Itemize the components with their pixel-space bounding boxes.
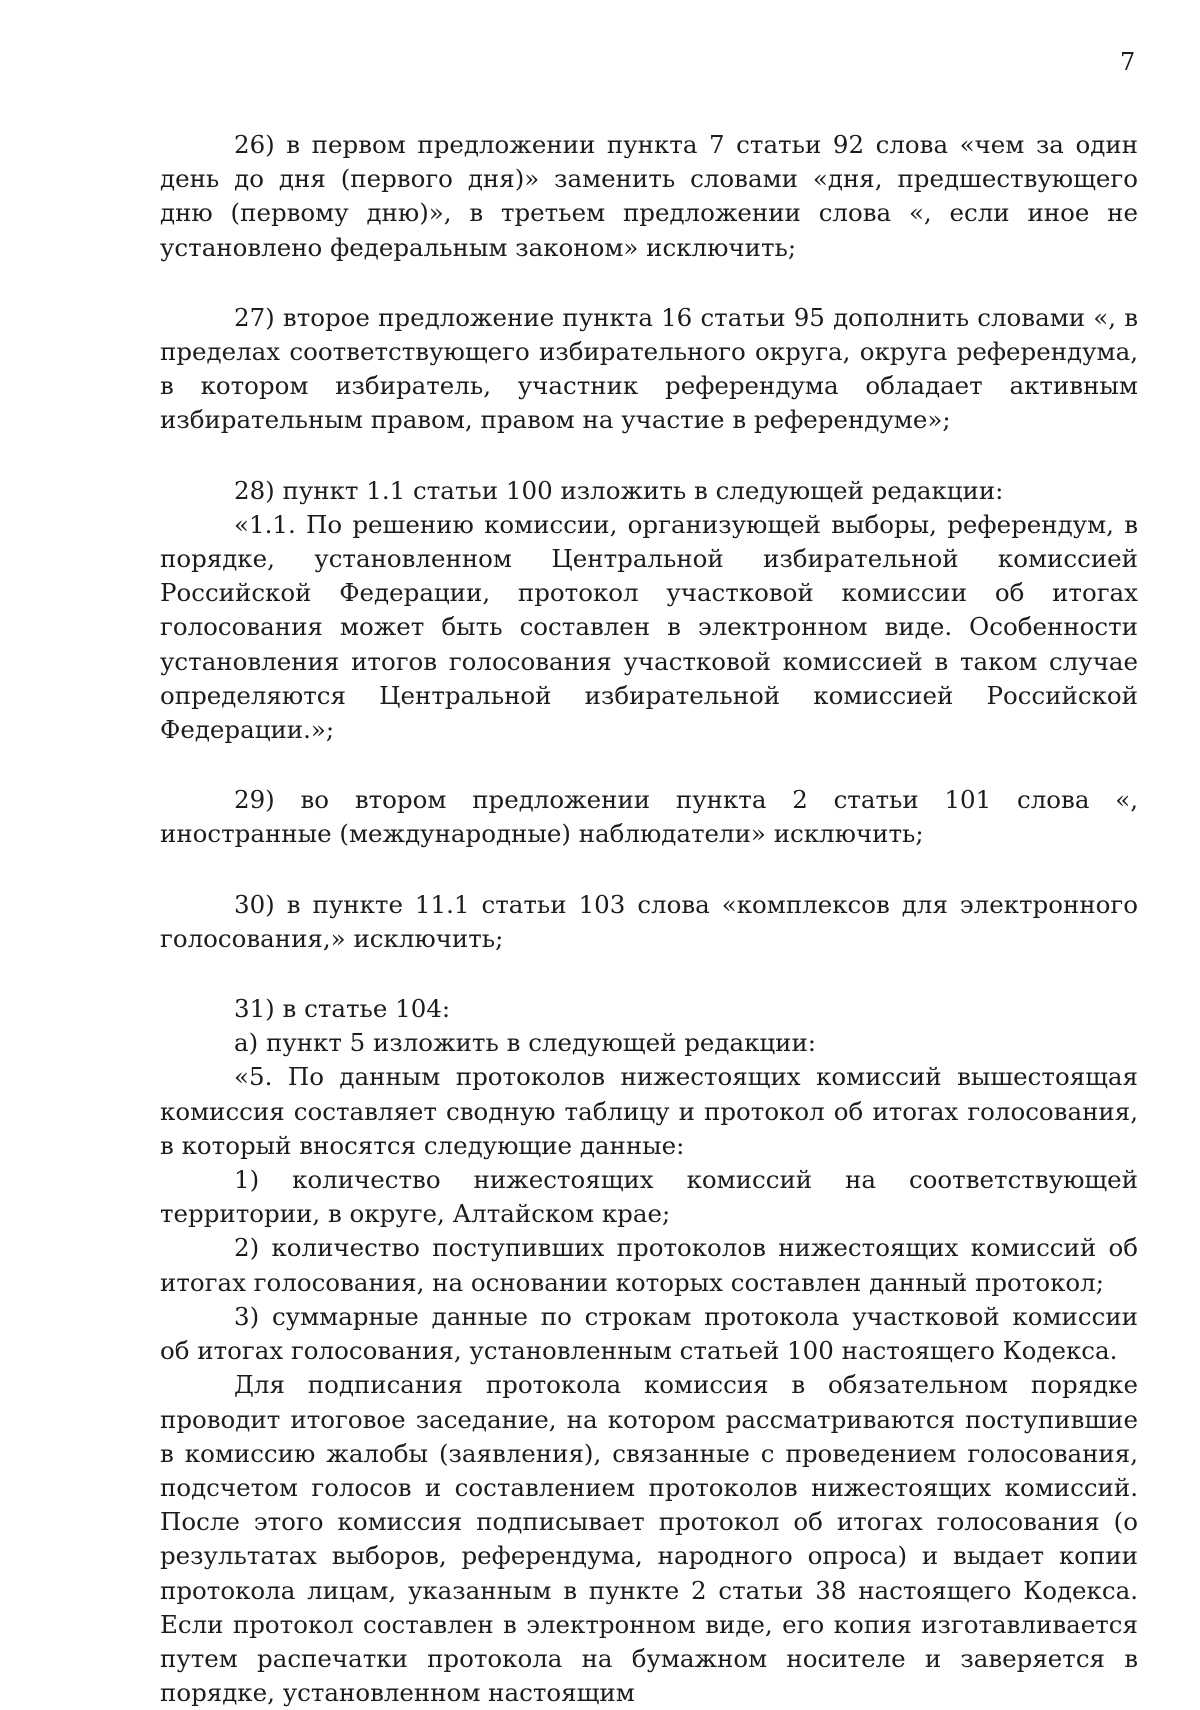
paragraph-item-29: 29) во втором предложении пункта 2 статьи 101 слова «, иностранные (международные) наблюдатели» исключить; (160, 785, 1138, 849)
paragraph-item-26: 26) в первом предложении пункта 7 статьи 92 слова «чем за один день до дня (первого дня)» заменить словами «дня, предшествующего дню (первому дню)», в третьем предложении слова «, если иное не установлено федеральным законом» исключить; (160, 130, 1138, 262)
document-body (160, 128, 1138, 1710)
paragraph-item-31-sub-a: а) пункт 5 изложить в следующей редакции: (234, 1028, 817, 1058)
paragraph-item-31-quote: «5. По данным протоколов нижестоящих комиссий вышестоящая комиссия составляет сводную таблицу и протокол об итогах голосования, в который вносятся следующие данные: (160, 1062, 1138, 1160)
list-item-2: 2) количество поступивших протоколов нижестоящих комиссий об итогах голосования, на основании которых составлен данный протокол; (160, 1233, 1138, 1297)
list-item-3: 3) суммарные данные по строкам протокола участковой комиссии об итогах голосования, установленным статьей 100 настоящего Кодекса. (160, 1301, 1138, 1366)
page-number: 7 (1120, 48, 1136, 76)
paragraph-item-27: 27) второе предложение пункта 16 статьи 95 дополнить словами «, в пределах соответствующего избирательного округа, округа референдума, в котором избиратель, участник референдума обладает активным избирательным правом, правом на участие в референдуме»; (160, 302, 1138, 435)
paragraph-item-28-intro: 28) пункт 1.1 статьи 100 изложить в следующей редакции: (234, 475, 1004, 505)
paragraph-item-31-intro: 31) в статье 104: (234, 994, 451, 1024)
section-item-31 (160, 992, 1138, 1710)
paragraph-item-30: 30) в пункте 11.1 статьи 103 слова «комплексов для электронного голосования,» исключить; (160, 889, 1138, 953)
section-item-28 (160, 474, 1138, 748)
list-item-1: 1) количество нижестоящих комиссий на соответствующей территории, в округе, Алтайском крае; (160, 1165, 1138, 1229)
paragraph-item-28-quote: «1.1. По решению комиссии, организующей выборы, референдум, в порядке, установленном Центральной избирательной комиссией Российской Федерации, протокол участковой комиссии об итогах голосования может быть составлен в электронном виде. Особенности установления итогов голосования участковой комиссией в таком случае определяются Центральной избирательной комиссией Российской Федерации.»; (160, 509, 1138, 745)
paragraph-signing-procedure: Для подписания протокола комиссия в обязательном порядке проводит итоговое заседание, на котором рассматриваются поступившие в комиссию жалобы (заявления), связанные с проведением голосования, подсчетом голосов и составлением протоколов нижестоящих комиссий. После этого комиссия подписывает протокол об итогах голосования (о результатах выборов, референдума, народного опроса) и выдает копии протокола лицам, указанным в пункте 2 статьи 38 настоящего Кодекса. Если протокол составлен в электронном виде, его копия изготавливается путем распечатки протокола на бумажном носителе и заверяется в порядке, установленном настоящим (160, 1370, 1138, 1708)
